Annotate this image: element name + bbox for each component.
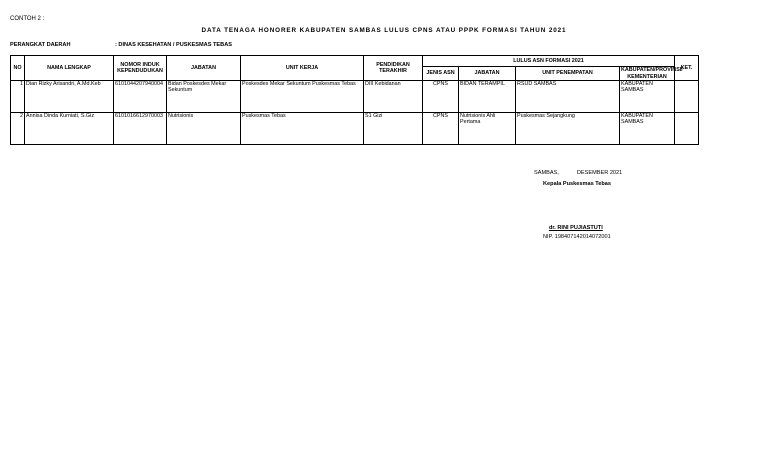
header-pendidikan: PENDIDIKAN TERAKHIR	[364, 56, 423, 81]
signature-office: Kepala Puskesmas Tebas	[543, 181, 611, 187]
cell-kabupaten: KABUPATEN SAMBAS	[620, 81, 675, 113]
cell-jabatan: Bidan Poskesdes Mekar Sekuntum	[167, 81, 241, 113]
signature-date	[534, 170, 622, 176]
document-title: DATA TENAGA HONORER KABUPATEN SAMBAS LULUS CPNS ATAU PPPK FORMASI TAHUN 2021	[201, 27, 567, 34]
cell-nik: 6101016612970003	[114, 113, 167, 145]
header-unit-kerja: UNIT KERJA	[241, 56, 364, 81]
perangkat-daerah-label: PERANGKAT DAERAH	[10, 42, 71, 48]
header-no: NO	[11, 56, 25, 81]
header-kabupaten: KABUPATEN/PROVINSI/ KEMENTERIAN	[621, 67, 683, 80]
signature-month-year: DESEMBER 2021	[576, 170, 623, 176]
table-row	[11, 113, 699, 145]
table-row	[11, 81, 699, 113]
signature-name: dr. RINI PUJIASTUTI	[549, 225, 603, 231]
cell-pendidikan: DIII Kebidanan	[364, 81, 423, 113]
perangkat-daerah-value: : DINAS KESEHATAN / PUSKESMAS TEBAS	[115, 42, 232, 48]
cell-nik: 6101044207940004	[114, 81, 167, 113]
cell-jabatan-asn: BIDAN TERAMPIL	[459, 81, 516, 113]
document-label: CONTOH 2 :	[10, 16, 45, 22]
cell-unit-penempatan: RSUD SAMBAS	[516, 81, 620, 113]
cell-ket	[675, 81, 699, 113]
cell-jabatan-asn: Nutrisionis Ahli Pertama	[459, 113, 516, 145]
cell-no: 1	[11, 81, 25, 113]
cell-jabatan: Nutrisionis	[167, 113, 241, 145]
signature-place: SAMBAS,	[534, 170, 559, 176]
cell-unit-penempatan: Puskesmas Sejangkung	[516, 113, 620, 145]
cell-jenis-asn: CPNS	[423, 113, 459, 145]
cell-nama: Annisa Dinda Kurniati, S.Giz	[25, 113, 114, 145]
cell-jenis-asn: CPNS	[423, 81, 459, 113]
cell-ket	[675, 113, 699, 145]
data-table	[10, 55, 699, 145]
cell-pendidikan: S1 Gizi	[364, 113, 423, 145]
header-ket: KET.	[675, 56, 699, 81]
cell-nama: Dian Rizky Arisandri, A.Md.Keb	[25, 81, 114, 113]
cell-kabupaten: KABUPATEN SAMBAS	[620, 113, 675, 145]
header-nama: NAMA LENGKAP	[25, 56, 114, 81]
cell-unit-kerja: Poskesdes Mekar Sekuntum Puskesmas Tebas	[241, 81, 364, 113]
signature-nip: NIP. 198407142014072001	[543, 234, 611, 240]
header-row	[11, 56, 699, 67]
header-nik: NOMOR INDUK KEPENDUDUKAN	[114, 56, 167, 81]
cell-no: 2	[11, 113, 25, 145]
header-lulus-asn-group: LULUS ASN FORMASI 2021	[423, 56, 675, 67]
cell-unit-kerja: Puskesmas Tebas	[241, 113, 364, 145]
header-jenis-asn: JENIS ASN	[423, 67, 459, 81]
header-jabatan-asn: JABATAN	[459, 67, 516, 81]
header-unit-penempatan: UNIT PENEMPATAN	[516, 67, 620, 81]
header-jabatan: JABATAN	[167, 56, 241, 81]
